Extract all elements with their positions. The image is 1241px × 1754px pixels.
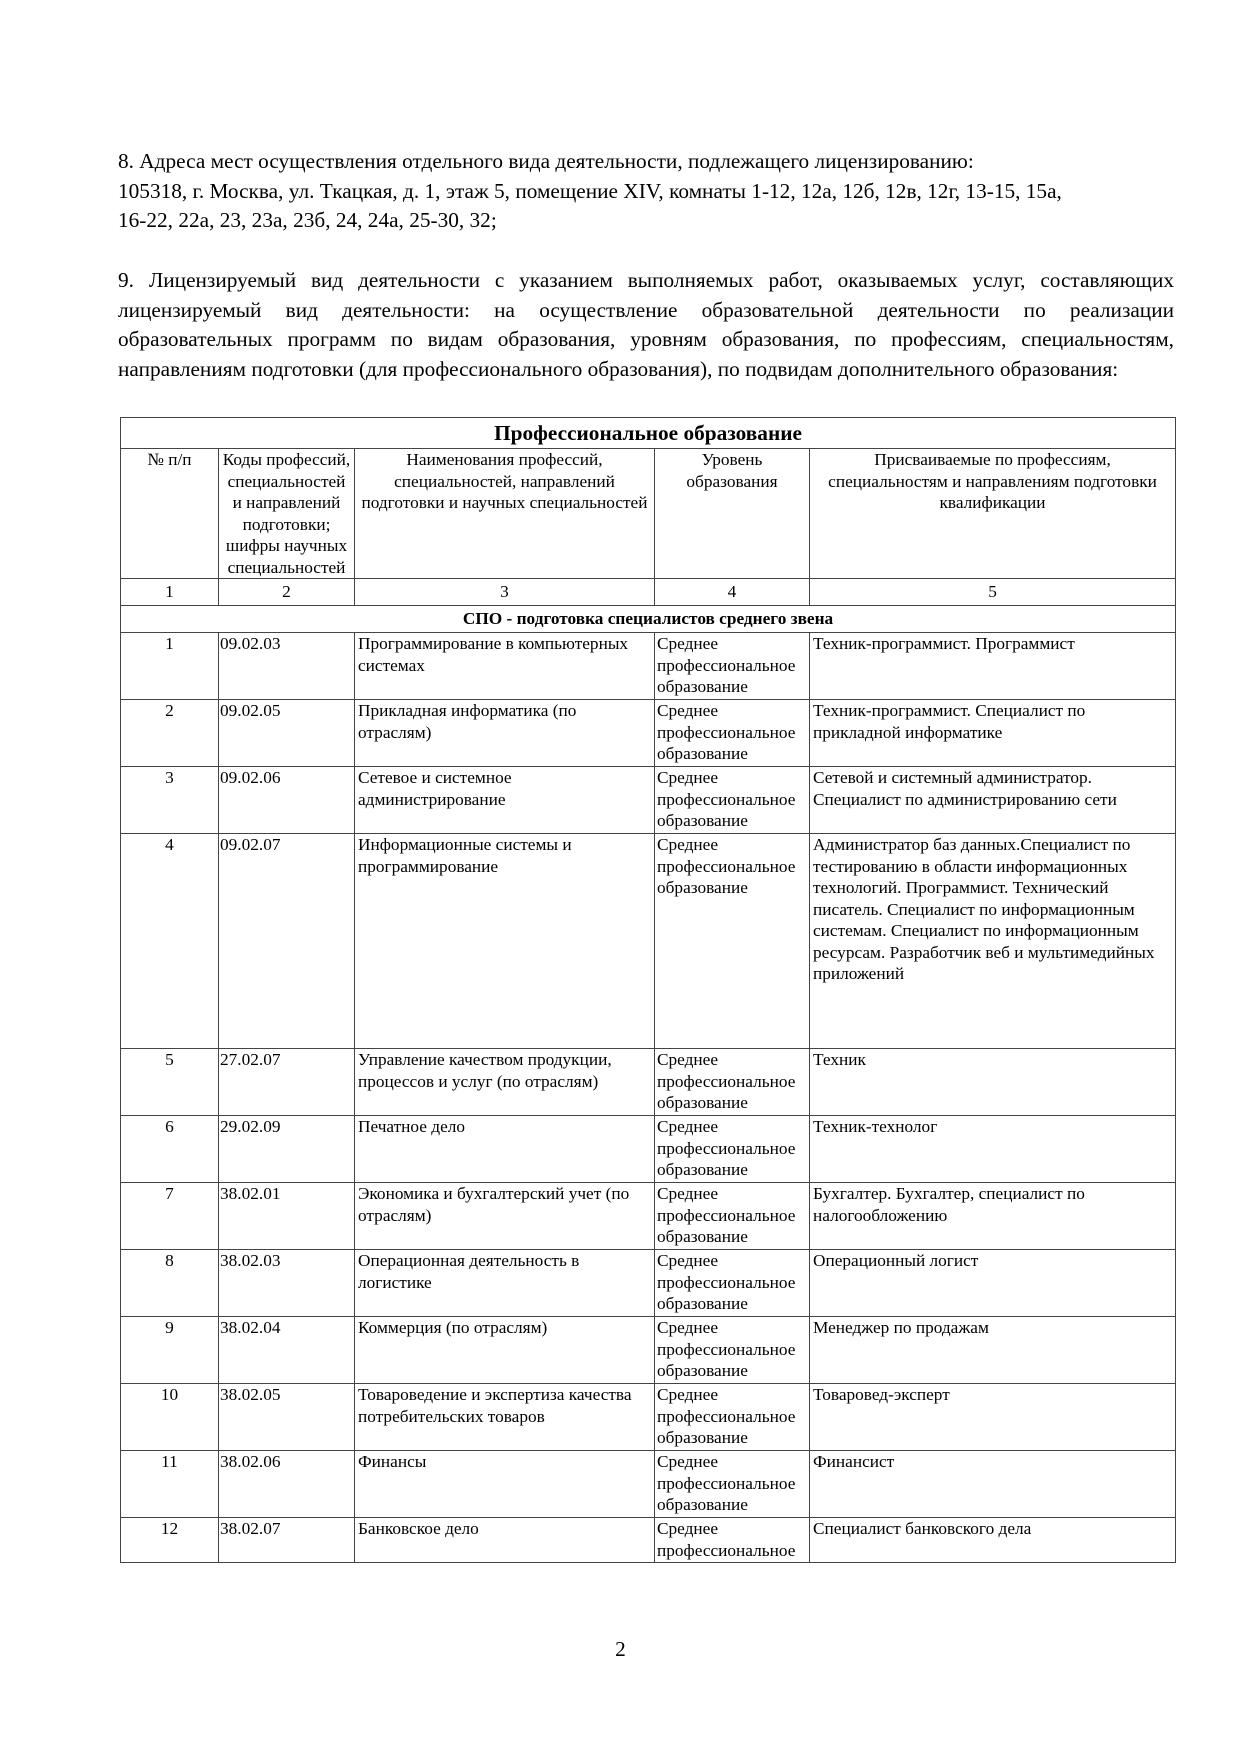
- column-number: 3: [355, 579, 655, 606]
- table-row: [121, 767, 1176, 834]
- specialty-code: 09.02.05: [219, 700, 355, 767]
- education-level: Среднее профессиональное образование: [655, 834, 810, 1049]
- column-header: Уровень образования: [655, 449, 810, 579]
- education-level: Среднее профессиональное образование: [655, 1250, 810, 1317]
- column-number: 2: [219, 579, 355, 606]
- table-title: Профессиональное образование: [121, 418, 1176, 449]
- table-row: [121, 1183, 1176, 1250]
- qualification: Менеджер по продажам: [810, 1317, 1176, 1384]
- row-number: 1: [121, 633, 219, 700]
- table-title-row: [121, 418, 1176, 449]
- specialty-name: Товароведение и экспертиза качества потребительских товаров: [355, 1384, 655, 1451]
- column-header: Присваиваемые по профессиям, специальностям и направлениям подготовки квалификации: [810, 449, 1176, 579]
- specialty-name: Управление качеством продукции, процессов и услуг (по отраслям): [355, 1049, 655, 1116]
- row-number: 4: [121, 834, 219, 1049]
- education-level: Среднее профессиональное образование: [655, 633, 810, 700]
- table-row: [121, 1250, 1176, 1317]
- row-number: 3: [121, 767, 219, 834]
- education-level: Среднее профессиональное образование: [655, 1451, 810, 1518]
- table-row: [121, 633, 1176, 700]
- row-number: 5: [121, 1049, 219, 1116]
- specialty-code: 38.02.07: [219, 1518, 355, 1563]
- section-row: [121, 606, 1176, 633]
- column-number: 4: [655, 579, 810, 606]
- column-number: 5: [810, 579, 1176, 606]
- qualification: Сетевой и системный администратор. Специалист по администрированию сети: [810, 767, 1176, 834]
- section-title: СПО - подготовка специалистов среднего звена: [121, 606, 1176, 633]
- specialty-code: 38.02.05: [219, 1384, 355, 1451]
- specialty-name: Печатное дело: [355, 1116, 655, 1183]
- specialty-name: Прикладная информатика (по отраслям): [355, 700, 655, 767]
- column-header: Коды профессий, специальностей и направлений подготовки; шифры научных специальностей: [219, 449, 355, 579]
- qualification: Техник-технолог: [810, 1116, 1176, 1183]
- specialty-name: Финансы: [355, 1451, 655, 1518]
- qualification: Техник-программист. Специалист по прикладной информатике: [810, 700, 1176, 767]
- specialty-name: Коммерция (по отраслям): [355, 1317, 655, 1384]
- specialty-code: 27.02.07: [219, 1049, 355, 1116]
- specialty-code: 09.02.06: [219, 767, 355, 834]
- table-row: [121, 1384, 1176, 1451]
- education-level: Среднее профессиональное: [655, 1518, 810, 1563]
- row-number: 9: [121, 1317, 219, 1384]
- specialty-code: 09.02.03: [219, 633, 355, 700]
- specialty-name: Программирование в компьютерных системах: [355, 633, 655, 700]
- qualification: Финансист: [810, 1451, 1176, 1518]
- table-row: [121, 834, 1176, 1049]
- education-level: Среднее профессиональное образование: [655, 1317, 810, 1384]
- column-number-row: [121, 579, 1176, 606]
- section-9-licensed-activity: [118, 266, 1174, 384]
- specialty-name: Экономика и бухгалтерский учет (по отраслям): [355, 1183, 655, 1250]
- professional-education-table: [120, 417, 1176, 1563]
- row-number: 8: [121, 1250, 219, 1317]
- column-header: № п/п: [121, 449, 219, 579]
- column-number: 1: [121, 579, 219, 606]
- education-level: Среднее профессиональное образование: [655, 767, 810, 834]
- page-number: 2: [615, 1637, 626, 1661]
- qualification: Техник-программист. Программист: [810, 633, 1176, 700]
- table-row: [121, 1451, 1176, 1518]
- table-row: [121, 700, 1176, 767]
- education-level: Среднее профессиональное образование: [655, 1116, 810, 1183]
- qualification: Бухгалтер. Бухгалтер, специалист по налогообложению: [810, 1183, 1176, 1250]
- row-number: 6: [121, 1116, 219, 1183]
- education-level: Среднее профессиональное образование: [655, 1049, 810, 1116]
- specialty-name: Операционная деятельность в логистике: [355, 1250, 655, 1317]
- address-line: 16-22, 22а, 23, 23а, 23б, 24, 24а, 25-30, 32;: [118, 208, 497, 232]
- education-level: Среднее профессиональное образование: [655, 1183, 810, 1250]
- table-row: [121, 1317, 1176, 1384]
- specialty-code: 09.02.07: [219, 834, 355, 1049]
- address-line: 105318, г. Москва, ул. Ткацкая, д. 1, этаж 5, помещение XIV, комнаты 1-12, 12а, 12б, 12в, 12г, 13-15, 15а,: [118, 178, 1062, 203]
- table-row: [121, 1049, 1176, 1116]
- row-number: 12: [121, 1518, 219, 1563]
- column-header: Наименования профессий, специальностей, направлений подготовки и научных специальностей: [355, 449, 655, 579]
- row-number: 7: [121, 1183, 219, 1250]
- row-number: 2: [121, 700, 219, 767]
- section-8-addresses: [118, 147, 1174, 236]
- specialty-code: 29.02.09: [219, 1116, 355, 1183]
- education-level: Среднее профессиональное образование: [655, 1384, 810, 1451]
- qualification: Администратор баз данных.Специалист по тестированию в области информационных технологий. Программист. Технический писатель. Специалист по информационным системам. Специалист по информационным ресурсам. Разработчик веб и мультимедийных приложений: [810, 834, 1176, 1049]
- specialty-code: 38.02.01: [219, 1183, 355, 1250]
- specialty-code: 38.02.03: [219, 1250, 355, 1317]
- specialty-name: Банковское дело: [355, 1518, 655, 1563]
- row-number: 10: [121, 1384, 219, 1451]
- qualification: Товаровед-эксперт: [810, 1384, 1176, 1451]
- specialty-name: Сетевое и системное администрирование: [355, 767, 655, 834]
- qualification: Техник: [810, 1049, 1176, 1116]
- specialty-code: 38.02.04: [219, 1317, 355, 1384]
- specialty-name: Информационные системы и программирование: [355, 834, 655, 1049]
- qualification: Специалист банковского дела: [810, 1518, 1176, 1563]
- table-row: [121, 1116, 1176, 1183]
- row-number: 11: [121, 1451, 219, 1518]
- section-9-text: 9. Лицензируемый вид деятельности с указанием выполняемых работ, оказываемых услуг, составляющих лицензируемый вид деятельности: на осуществление образовательной деятельности по реализации образовательных программ по видам образования, уровням образования, по профессиям, специальностям, направлениям подготовки (для профессионального образования), по подвидам дополнительного образования:: [118, 268, 1174, 381]
- section-8-heading: 8. Адреса мест осуществления отдельного вида деятельности, подлежащего лицензированию:: [118, 149, 974, 173]
- education-level: Среднее профессиональное образование: [655, 700, 810, 767]
- specialty-code: 38.02.06: [219, 1451, 355, 1518]
- table-row: [121, 1518, 1176, 1563]
- qualification: Операционный логист: [810, 1250, 1176, 1317]
- table-header-row: [121, 449, 1176, 579]
